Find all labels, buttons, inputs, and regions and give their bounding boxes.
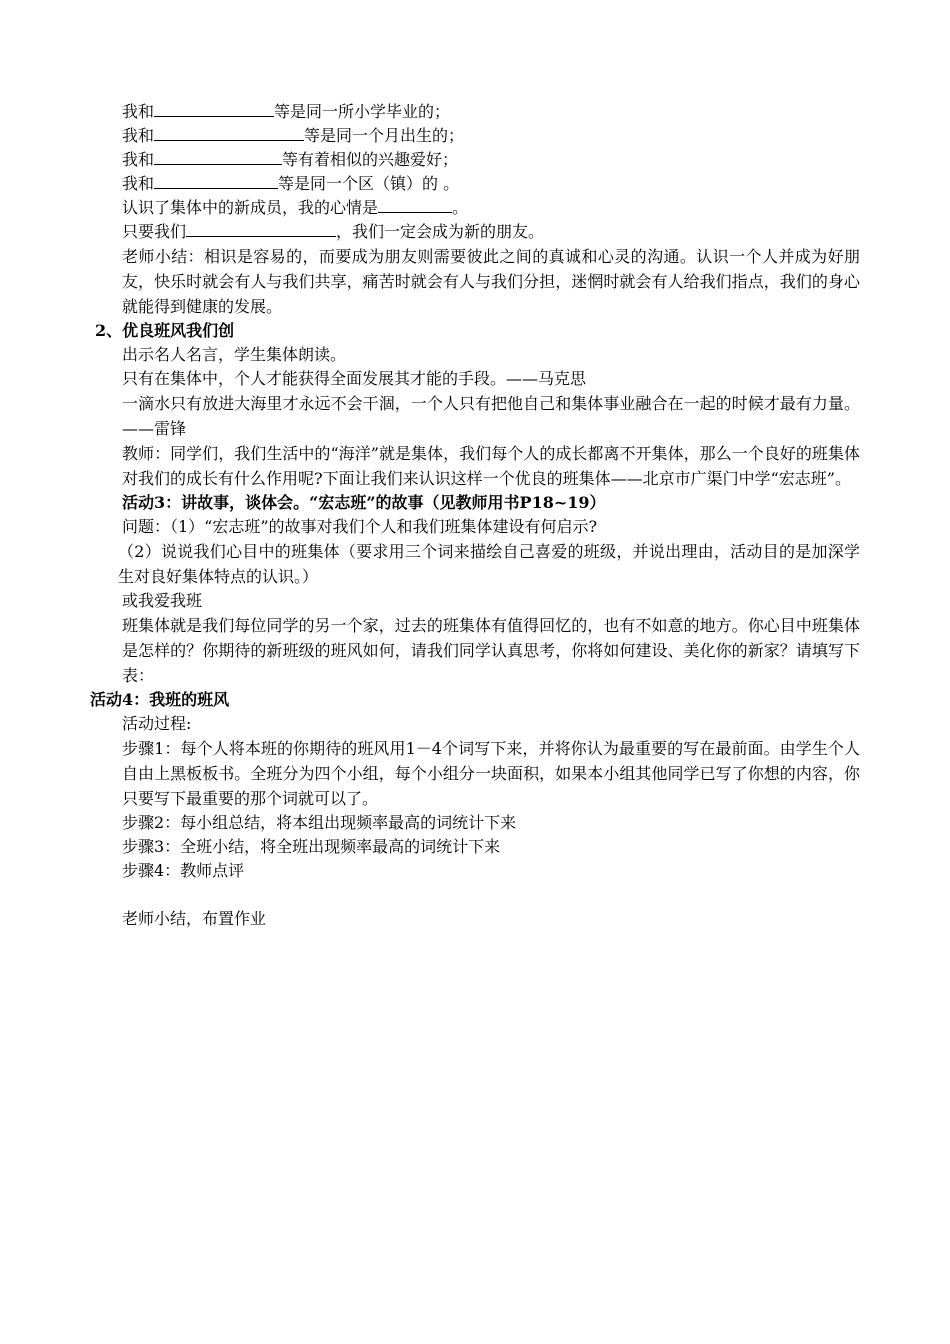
document-content	[0, 100, 950, 931]
question-2: （2）说说我们心目中的班集体（要求用三个词来描绘自己喜爱的班级，并说出理由，活动目的是加深学生对良好集体特点的认识。）	[118, 542, 860, 586]
fill-line-prefix: 我和	[122, 174, 155, 193]
fill-line-prefix: 认识了集体中的新成员，我的心情是	[122, 198, 379, 217]
blank-field	[154, 100, 274, 117]
blank-field	[154, 148, 282, 165]
step-4: 步骤4：教师点评	[122, 861, 245, 880]
quote-leifeng: 一滴水只有放进大海里才永远不会干涸，一个人只有把他自己和集体事业融合在一起的时候才最有力量。——雷锋	[122, 394, 860, 438]
blank-field	[378, 196, 452, 213]
quote-marx: 只有在集体中，个人才能获得全面发展其才能的手段。——马克思	[122, 369, 587, 388]
fill-line-district	[122, 172, 862, 196]
fill-line-mood	[122, 196, 862, 220]
activity4-heading: 活动4：我班的班风	[90, 690, 230, 709]
blank-field	[154, 124, 304, 141]
step-1: 步骤1：每个人将本班的你期待的班风用1－4个词写下来，并将你认为最重要的写在最前面。由学生个人自由上黑板板书。全班分为四个小组，每个小组分一块面积，如果本小组其他同学已写了你想的内容，你只要写下最重要的那个词就可以了。	[122, 739, 860, 808]
spacer	[0, 883, 950, 907]
fill-line-interests	[122, 148, 862, 172]
blank-field	[186, 220, 336, 237]
teacher-summary-paragraph: 老师小结：相识是容易的，而要成为朋友则需要彼此之间的真诚和心灵的沟通。认识一个人并成为好朋友，快乐时就会有人与我们共享，痛苦时就会有人与我们分担，迷惘时就会有人给我们指点，我们的身心就能得到健康的发展。	[122, 247, 860, 316]
section-heading: 2、优良班风我们创	[95, 321, 235, 340]
activity-process-label: 活动过程:	[122, 714, 192, 733]
intro-text: 出示名人名言，学生集体朗读。	[122, 345, 347, 364]
fill-line-suffix: 。	[452, 198, 469, 217]
fill-line-suffix: 等是同一个月出生的；	[304, 126, 465, 145]
alt-topic: 或我爱我班	[122, 591, 203, 610]
fill-line-school	[122, 100, 862, 124]
closing-line: 老师小结，布置作业	[122, 909, 267, 928]
step-2: 步骤2：每小组总结，将本组出现频率最高的词统计下来	[122, 813, 517, 832]
fill-line-prefix: 我和	[122, 102, 155, 121]
step-3: 步骤3：全班小结，将全班出现频率最高的词统计下来	[122, 837, 501, 856]
teacher-paragraph: 教师：同学们，我们生活中的“海洋”就是集体，我们每个人的成长都离不开集体，那么一个良好的班集体对我们的成长有什么作用呢?下面让我们来认识这样一个优良的班集体——北京市广渠门中学“宏志班”。	[122, 444, 860, 488]
fill-line-suffix: ，我们一定会成为新的朋友。	[336, 222, 545, 241]
fill-line-friends	[122, 220, 862, 244]
fill-line-prefix: 只要我们	[122, 222, 187, 241]
fill-line-birth-month	[122, 124, 862, 148]
fill-line-suffix: 等是同一所小学毕业的；	[274, 102, 451, 121]
blank-field	[154, 172, 278, 189]
fill-line-suffix: 等有着相似的兴趣爱好；	[282, 150, 459, 169]
fill-line-suffix: 等是同一个区（镇）的 。	[278, 174, 460, 193]
fill-line-prefix: 我和	[122, 150, 155, 169]
fill-line-prefix: 我和	[122, 126, 155, 145]
activity3-heading: 活动3：讲故事，谈体会。“宏志班”的故事（见教师用书P18~19）	[122, 493, 606, 512]
question-1: 问题：（1）“宏志班”的故事对我们个人和我们班集体建设有何启示?	[122, 517, 598, 536]
class-home-paragraph: 班集体就是我们每位同学的另一个家，过去的班集体有值得回忆的，也有不如意的地方。你心目中班集体是怎样的？你期待的新班级的班风如何，请我们同学认真思考，你将如何建设、美化你的新家？请填写下表：	[122, 616, 860, 685]
